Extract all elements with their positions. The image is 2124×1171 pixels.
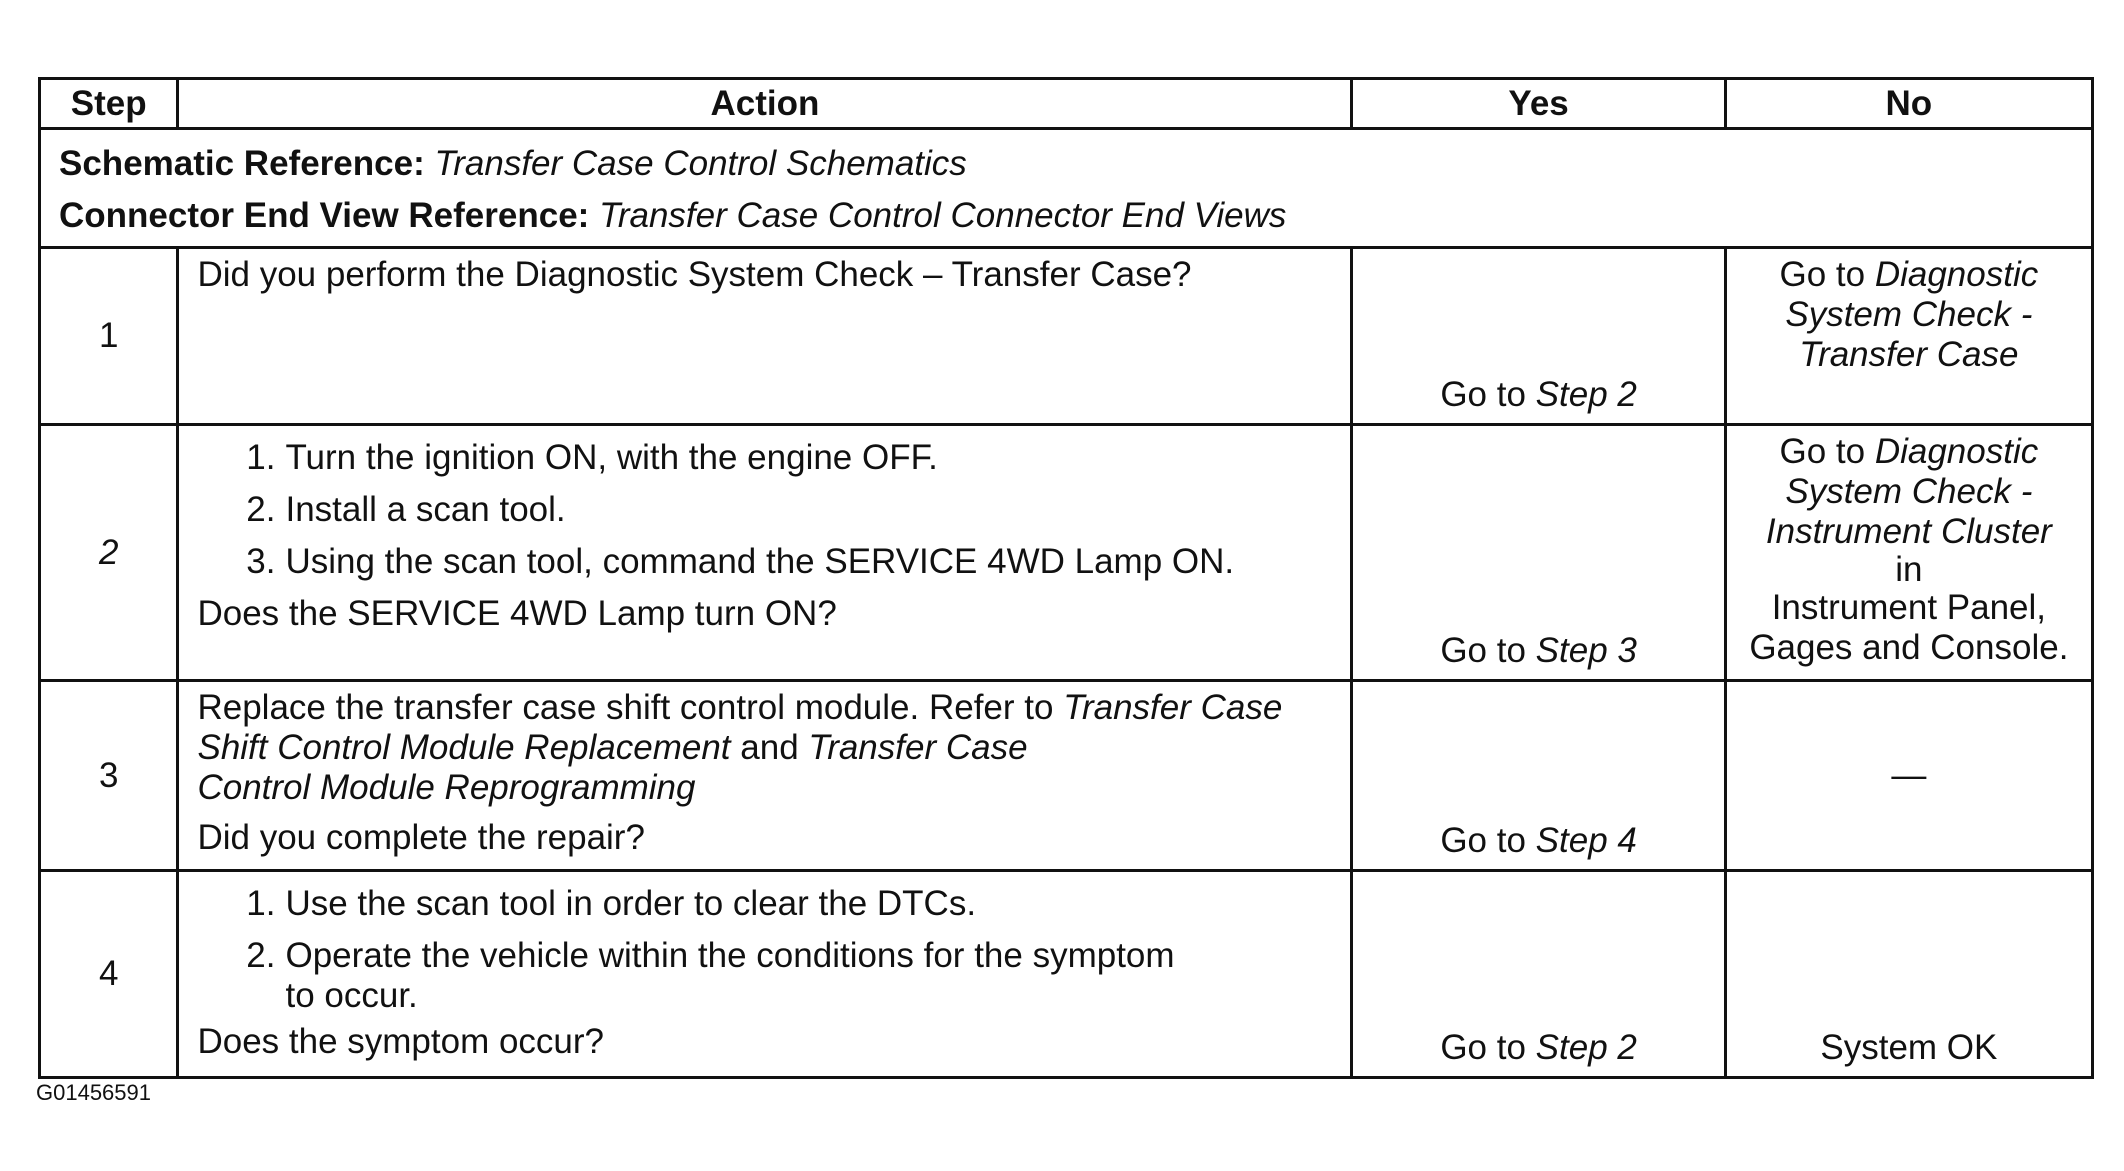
yes-cell bbox=[1352, 681, 1725, 871]
diagnostic-table bbox=[38, 77, 2094, 1079]
no-cell bbox=[1725, 248, 2092, 425]
connector-reference-label: Connector End View Reference: bbox=[59, 196, 590, 235]
list-item bbox=[197, 930, 1334, 1016]
action-cell bbox=[178, 425, 1352, 681]
action-cell bbox=[178, 248, 1352, 425]
replacement-link[interactable]: Shift Control Module Replacement bbox=[197, 728, 731, 767]
list-item-text: Turn the ignition ON, with the engine OFF. bbox=[285, 438, 938, 477]
list-item-text: Use the scan tool in order to clear the DTCs. bbox=[285, 884, 977, 923]
list-item-text: Using the scan tool, command the SERVICE 4WD Lamp ON. bbox=[285, 542, 1235, 581]
action-list bbox=[197, 878, 1334, 1016]
yes-prefix: Go to bbox=[1440, 1028, 1526, 1067]
table-row bbox=[40, 681, 2093, 871]
list-item bbox=[197, 484, 1334, 536]
no-target-link[interactable]: System Check - bbox=[1785, 472, 2033, 511]
yes-target-link[interactable]: Step 3 bbox=[1535, 631, 1637, 670]
no-cell bbox=[1725, 425, 2092, 681]
list-item-number: 2. bbox=[246, 936, 276, 975]
list-item bbox=[197, 536, 1334, 588]
yes-prefix: Go to bbox=[1440, 631, 1526, 670]
yes-cell bbox=[1352, 425, 1725, 681]
list-item-text: Install a scan tool. bbox=[285, 490, 566, 529]
list-item-text-line: to occur. bbox=[285, 976, 418, 1015]
list-item bbox=[197, 432, 1334, 484]
table-row bbox=[40, 248, 2093, 425]
no-cell: — bbox=[1725, 681, 2092, 871]
step-number-text: 2 bbox=[99, 532, 119, 572]
no-in-text: in bbox=[1895, 550, 1923, 589]
no-target-link[interactable]: System Check - bbox=[1785, 295, 2033, 334]
yes-cell bbox=[1352, 248, 1725, 425]
action-question: Does the SERVICE 4WD Lamp turn ON? bbox=[197, 594, 837, 633]
figure-code: G01456591 bbox=[36, 1080, 151, 1105]
header-action: Action bbox=[178, 79, 1352, 129]
no-target-link[interactable]: Transfer Case bbox=[1799, 335, 2019, 374]
table-row bbox=[40, 425, 2093, 681]
no-tail-text: Gages and Console. bbox=[1749, 628, 2069, 667]
schematic-reference bbox=[59, 138, 2073, 190]
yes-target-link[interactable]: Step 4 bbox=[1535, 821, 1637, 860]
header-row bbox=[40, 79, 2093, 129]
action-list bbox=[197, 432, 1334, 588]
list-item-text bbox=[285, 930, 1334, 1016]
yes-cell bbox=[1352, 871, 1725, 1078]
schematic-reference-label: Schematic Reference: bbox=[59, 144, 425, 183]
no-target-link[interactable]: Instrument Cluster bbox=[1765, 512, 2052, 551]
no-target-link[interactable]: Diagnostic bbox=[1874, 255, 2039, 294]
action-paragraph bbox=[197, 688, 1334, 818]
header-yes: Yes bbox=[1352, 79, 1725, 129]
action-question: Did you perform the Diagnostic System Check – Transfer Case? bbox=[197, 255, 1192, 294]
action-cell bbox=[178, 871, 1352, 1078]
yes-target-link[interactable]: Step 2 bbox=[1535, 1028, 1637, 1067]
list-item-number: 1. bbox=[246, 438, 276, 477]
connector-reference-link[interactable]: Transfer Case Control Connector End Views bbox=[599, 196, 1287, 235]
table-row bbox=[40, 871, 2093, 1078]
reprogramming-link[interactable]: Transfer Case bbox=[808, 728, 1028, 767]
list-item-text-line: Operate the vehicle within the conditions for the symptom bbox=[285, 936, 1175, 975]
list-item-number: 3. bbox=[246, 542, 276, 581]
no-cell: System OK bbox=[1725, 871, 2092, 1078]
step-number bbox=[40, 425, 178, 681]
step-number: 3 bbox=[40, 681, 178, 871]
step-number: 1 bbox=[40, 248, 178, 425]
list-item-number: 1. bbox=[246, 884, 276, 923]
action-cell bbox=[178, 681, 1352, 871]
header-step: Step bbox=[40, 79, 178, 129]
connector-reference bbox=[59, 190, 2073, 242]
list-item-number: 2. bbox=[246, 490, 276, 529]
yes-prefix: Go to bbox=[1440, 821, 1526, 860]
schematic-reference-link[interactable]: Transfer Case Control Schematics bbox=[434, 144, 967, 183]
reprogramming-link[interactable]: Control Module Reprogramming bbox=[197, 768, 696, 807]
no-target-link[interactable]: Diagnostic bbox=[1874, 432, 2039, 471]
no-tail-text: Instrument Panel, bbox=[1771, 588, 2047, 627]
reference-cell bbox=[40, 129, 2093, 248]
header-no: No bbox=[1725, 79, 2092, 129]
no-prefix: Go to bbox=[1779, 255, 1866, 294]
action-text: Replace the transfer case shift control module. Refer to bbox=[197, 688, 1054, 727]
action-text: and bbox=[740, 728, 799, 767]
yes-prefix: Go to bbox=[1440, 375, 1526, 414]
reference-row bbox=[40, 129, 2093, 248]
action-question: Does the symptom occur? bbox=[197, 1022, 605, 1061]
replacement-link[interactable]: Transfer Case bbox=[1063, 688, 1283, 727]
yes-target-link[interactable]: Step 2 bbox=[1535, 375, 1637, 414]
action-question: Did you complete the repair? bbox=[197, 818, 645, 857]
step-number: 4 bbox=[40, 871, 178, 1078]
list-item bbox=[197, 878, 1334, 930]
no-prefix: Go to bbox=[1779, 432, 1866, 471]
